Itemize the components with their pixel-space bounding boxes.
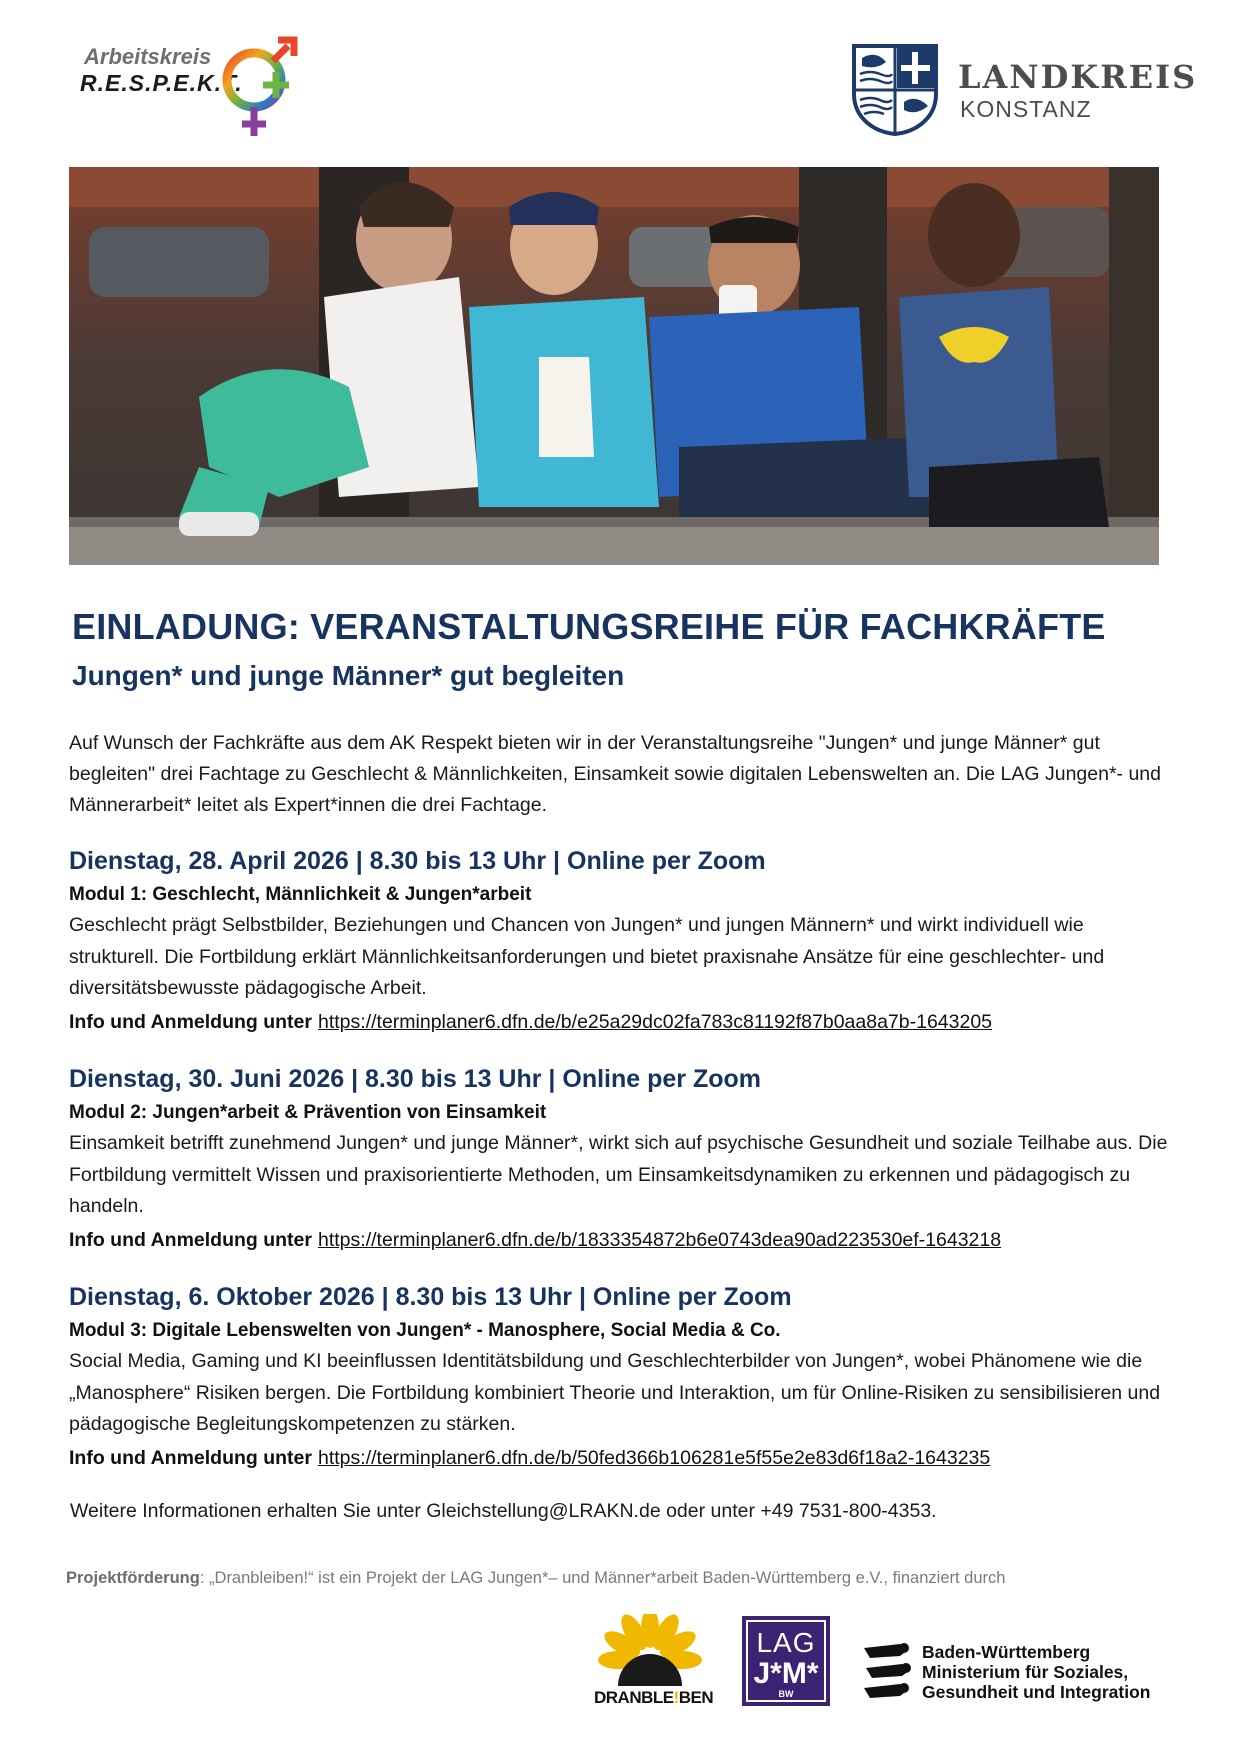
group-photo-icon xyxy=(69,167,1159,565)
funding-text: : „Dranbleiben!“ ist ein Projekt der LAG Jungen*– und Männer*arbeit Baden-Württemberg e.V., finanziert durch xyxy=(199,1569,1006,1587)
event-description: Social Media, Gaming und KI beeinflussen Identitätsbildung und Geschlechterbilder von Jungen*, wobei Phänomene wie die „Manosphere“ Risiken bergen. Die Fortbildung kombiniert Theorie und Interaktion, um für Online-Risiken zu sensibilisieren und pädagogische Begleitungskompetenzen zu stärken. xyxy=(69,1350,1161,1435)
event-description: Geschlecht prägt Selbstbilder, Beziehungen und Chancen von Jungen* und jungen Männern* und wirkt individuell wie strukturell. Die Fortbildung erklärt Männlichkeitsanforderungen und bietet praxisnahe Ansätze für eine geschlechter- und diversitätsbewusste pädagogische Arbeit. xyxy=(69,914,1105,999)
landkreis-crest-icon xyxy=(850,44,940,136)
event-module-title: Modul 2: Jungen*arbeit & Prävention von Einsamkeit xyxy=(69,1102,547,1123)
intro-paragraph: Auf Wunsch der Fachkräfte aus dem AK Respekt bieten wir in der Veranstaltungsreihe "Jungen* und junge Männer* gut begleiten" drei Fachtage zu Geschlecht & Männlichkeiten, Einsamkeit sowie digitalen Lebenswelten an. Die LAG Jungen*- und Männerarbeit* leitet als Expert*innen die drei Fachtage. xyxy=(69,732,1161,816)
event-registration xyxy=(69,1225,1179,1256)
dranbleiben-wordmark: DRANBLE!BEN xyxy=(594,1688,714,1707)
event-registration xyxy=(69,1443,1179,1474)
event-date: Dienstag, 28. April 2026 | 8.30 bis 13 Uhr | Online per Zoom xyxy=(69,847,766,875)
sunflower-icon xyxy=(588,1614,712,1690)
bw-logo-line1: Baden-Württemberg xyxy=(922,1642,1091,1662)
lag-logo-line2: J*M* xyxy=(753,1657,819,1690)
lag-jm-bw-logo xyxy=(742,1616,830,1706)
event-module-title: Modul 3: Digitale Lebenswelten von Jungen* - Manosphere, Social Media & Co. xyxy=(69,1320,781,1341)
registration-label: Info und Anmeldung unter xyxy=(69,1010,312,1033)
page-subtitle: Jungen* und junge Männer* gut begleiten xyxy=(72,660,625,691)
registration-label: Info und Anmeldung unter xyxy=(69,1228,312,1251)
registration-link[interactable]: https://terminplaner6.dfn.de/b/e25a29dc02fa783c81192f87b0aa8a7b-1643205 xyxy=(318,1010,993,1033)
bw-logo-line3: Gesundheit und Integration xyxy=(922,1682,1151,1702)
respekt-logo-line1: Arbeitskreis xyxy=(84,44,212,69)
dranbleiben-logo xyxy=(588,1614,712,1710)
event-date: Dienstag, 6. Oktober 2026 | 8.30 bis 13 Uhr | Online per Zoom xyxy=(69,1283,792,1311)
lag-logo-line1: LAG xyxy=(756,1627,816,1658)
landkreis-logo-line1: LANDKREIS xyxy=(958,58,1198,96)
registration-label: Info und Anmeldung unter xyxy=(69,1446,312,1469)
lag-logo-line3: BW xyxy=(778,1689,794,1699)
gender-symbol-icon xyxy=(218,36,298,140)
event-date: Dienstag, 30. Juni 2026 | 8.30 bis 13 Uhr | Online per Zoom xyxy=(69,1065,761,1093)
page-title: EINLADUNG: VERANSTALTUNGSREIHE FÜR FACHKRÄFTE xyxy=(72,606,1106,647)
respekt-logo-line2: R.E.S.P.E.K.T. xyxy=(80,70,243,96)
event-module-1 xyxy=(69,844,1179,1038)
contact-info: Weitere Informationen erhalten Sie unter Gleichstellung@LRAKN.de oder unter +49 7531-800-4353. xyxy=(70,1500,937,1522)
registration-link[interactable]: https://terminplaner6.dfn.de/b/50fed366b106281e5f55e2e83d6f18a2-1643235 xyxy=(318,1446,991,1469)
event-description: Einsamkeit betrifft zunehmend Jungen* und junge Männer*, wirkt sich auf psychische Gesundheit und soziale Teilhabe aus. Die Fortbildung vermittelt Wissen und praxisorientierte Methoden, um Einsamkeitsdynamiken zu erkennen und pädagogisch zu handeln. xyxy=(69,1132,1168,1217)
event-module-2 xyxy=(69,1062,1179,1256)
landkreis-konstanz-logo xyxy=(850,44,1198,134)
event-module-title: Modul 1: Geschlecht, Männlichkeit & Jungen*arbeit xyxy=(69,884,532,905)
hero-photo xyxy=(69,167,1159,565)
bw-logo-line2: Ministerium für Soziales, xyxy=(922,1662,1129,1682)
registration-link[interactable]: https://terminplaner6.dfn.de/b/1833354872b6e0743dea90ad223530ef-1643218 xyxy=(318,1228,1002,1251)
three-lions-icon xyxy=(860,1640,914,1702)
arbeitskreis-respekt-logo xyxy=(80,36,300,140)
event-module-3 xyxy=(69,1280,1179,1474)
funding-label: Projektförderung xyxy=(66,1569,200,1587)
funding-note xyxy=(66,1567,1146,1590)
bw-ministerium-logo xyxy=(860,1640,1170,1704)
event-registration xyxy=(69,1007,1179,1038)
landkreis-logo-line2: KONSTANZ xyxy=(960,96,1092,122)
